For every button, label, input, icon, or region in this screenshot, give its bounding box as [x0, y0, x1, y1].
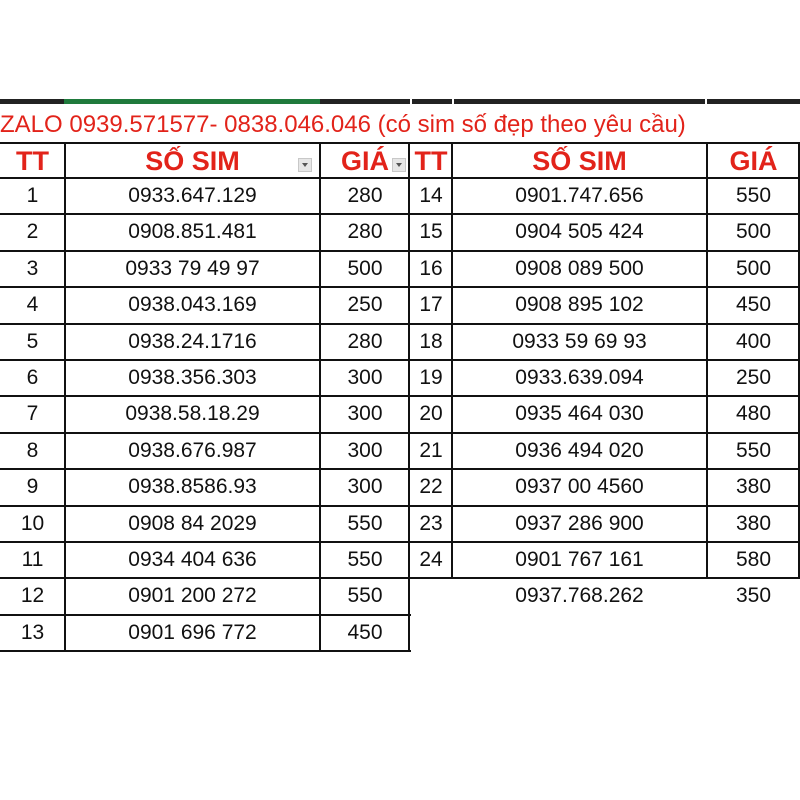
grid-line	[706, 142, 708, 578]
right-cell-sim[interactable]: 0933 59 69 93	[512, 329, 647, 353]
left-cell-sim[interactable]: 0938.356.303	[128, 366, 257, 389]
right-cell-tt[interactable]: 23	[419, 511, 443, 535]
right-header-sim: SỐ SIM	[532, 146, 627, 176]
sim-price-table	[0, 142, 800, 662]
left-header-sim: SỐ SIM	[145, 146, 240, 176]
left-cell-tt[interactable]: 11	[21, 548, 44, 571]
left-cell-tt[interactable]: 8	[26, 438, 39, 462]
left-cell-gia[interactable]: 280	[347, 220, 383, 244]
left-cell-sim[interactable]: 0938.8586.93	[128, 475, 257, 499]
right-cell-sim[interactable]: 0937 286 900	[515, 511, 644, 535]
grid-line	[0, 577, 800, 579]
grid-line	[0, 250, 800, 252]
left-cell-sim[interactable]: 0901 200 272	[128, 584, 257, 608]
grid-line	[0, 177, 800, 179]
left-cell-gia[interactable]: 300	[347, 475, 383, 499]
left-cell-gia[interactable]: 550	[347, 511, 383, 535]
right-cell-gia[interactable]: 450	[735, 293, 772, 317]
filter-dropdown-button[interactable]	[298, 158, 312, 172]
grid-line	[0, 395, 800, 397]
left-cell-gia[interactable]: 500	[347, 256, 383, 280]
left-cell-tt[interactable]: 12	[20, 584, 45, 608]
right-header-gia: GIÁ	[729, 146, 778, 176]
right-cell-gia[interactable]: 500	[735, 220, 772, 244]
left-cell-sim[interactable]: 0933.647.129	[128, 184, 257, 207]
right-cell-sim[interactable]: 0901.747.656	[515, 184, 644, 207]
left-header-tt: TT	[16, 146, 49, 176]
right-cell-gia[interactable]: 500	[735, 256, 772, 280]
right-cell-tt[interactable]: 14	[419, 184, 443, 207]
grid-line	[0, 468, 800, 470]
left-cell-gia[interactable]: 280	[347, 184, 383, 207]
left-cell-gia[interactable]: 450	[347, 620, 383, 644]
right-cell-tt[interactable]: 20	[419, 402, 443, 426]
right-cell-sim[interactable]: 0901 767 161	[515, 548, 644, 571]
left-cell-sim[interactable]: 0938.58.18.29	[125, 402, 260, 426]
left-cell-tt[interactable]: 10	[20, 511, 45, 535]
left-cell-gia[interactable]: 300	[347, 402, 383, 426]
left-cell-tt[interactable]: 6	[26, 366, 39, 389]
right-cell-gia[interactable]: 250	[735, 366, 772, 389]
grid-line	[0, 213, 800, 215]
left-cell-sim[interactable]: 0938.043.169	[128, 293, 257, 317]
left-cell-gia[interactable]: 300	[347, 366, 383, 389]
right-cell-sim[interactable]: 0936 494 020	[515, 438, 644, 462]
right-cell-tt[interactable]: 22	[419, 475, 443, 499]
toolbar-separator	[452, 99, 454, 104]
grid-line	[0, 541, 800, 543]
right-cell-tt[interactable]: 21	[419, 438, 443, 462]
left-cell-gia[interactable]: 550	[347, 584, 383, 608]
right-cell-gia[interactable]: 400	[735, 329, 772, 353]
right-cell-sim[interactable]: 0935 464 030	[515, 402, 644, 426]
right-cell-gia[interactable]: 580	[735, 548, 772, 571]
right-cell-gia[interactable]: 550	[735, 438, 772, 462]
right-cell-sim[interactable]: 0937 00 4560	[515, 475, 644, 499]
right-cell-gia[interactable]: 480	[735, 402, 772, 426]
grid-line	[408, 142, 410, 651]
left-cell-gia[interactable]: 550	[347, 548, 383, 571]
left-cell-gia[interactable]: 250	[347, 293, 383, 317]
grid-line	[0, 505, 800, 507]
left-cell-sim[interactable]: 0908 84 2029	[128, 511, 257, 535]
left-cell-tt[interactable]: 2	[26, 220, 39, 244]
left-cell-gia[interactable]: 300	[347, 438, 383, 462]
right-cell-tt[interactable]: 16	[419, 256, 443, 280]
right-cell-tt[interactable]: 15	[419, 220, 443, 244]
toolbar-separator	[410, 99, 412, 104]
grid-line	[319, 142, 321, 651]
right-cell-gia[interactable]: 380	[735, 475, 772, 499]
grid-line	[64, 142, 66, 651]
left-cell-sim[interactable]: 0938.676.987	[128, 438, 257, 462]
contact-banner: ZALO 0939.571577- 0838.046.046 (có sim số đẹp theo yêu cầu)	[0, 111, 686, 138]
left-cell-tt[interactable]: 9	[26, 475, 39, 499]
right-cell-gia[interactable]: 350	[735, 584, 772, 608]
left-cell-tt[interactable]: 4	[26, 293, 39, 317]
left-cell-tt[interactable]: 1	[26, 184, 39, 207]
right-cell-gia[interactable]: 380	[735, 511, 772, 535]
spreadsheet-top-toolbar	[0, 99, 800, 104]
left-cell-sim[interactable]: 0908.851.481	[128, 220, 257, 244]
left-cell-tt[interactable]: 13	[20, 620, 45, 644]
left-cell-sim[interactable]: 0901 696 772	[128, 620, 257, 644]
toolbar-separator	[705, 99, 707, 104]
grid-line	[0, 286, 800, 288]
filter-dropdown-button[interactable]	[392, 158, 406, 172]
right-header-tt: TT	[414, 146, 448, 176]
grid-line	[0, 323, 800, 325]
right-cell-sim[interactable]: 0933.639.094	[515, 366, 644, 389]
right-cell-tt[interactable]: 24	[419, 548, 443, 571]
right-cell-sim[interactable]: 0908 895 102	[515, 293, 644, 317]
left-cell-sim[interactable]: 0933 79 49 97	[125, 256, 260, 280]
left-cell-gia[interactable]: 280	[347, 329, 383, 353]
grid-line	[0, 650, 411, 652]
right-cell-tt[interactable]	[410, 578, 452, 614]
left-cell-sim[interactable]: 0938.24.1716	[128, 329, 257, 353]
left-header-gia: GIÁ	[340, 146, 389, 176]
grid-line	[0, 432, 800, 434]
right-cell-sim[interactable]: 0904 505 424	[515, 220, 644, 244]
right-cell-tt[interactable]: 18	[419, 329, 443, 353]
right-cell-gia[interactable]: 550	[735, 184, 772, 207]
grid-line	[0, 142, 800, 144]
left-cell-sim[interactable]: 0934 404 636	[128, 548, 257, 571]
grid-line	[0, 614, 411, 616]
active-tab-indicator	[64, 99, 320, 104]
right-cell-tt[interactable]: 17	[419, 293, 443, 317]
left-cell-tt[interactable]: 3	[26, 256, 39, 280]
grid-line	[0, 359, 800, 361]
left-cell-tt[interactable]: 5	[26, 329, 39, 353]
right-cell-tt[interactable]: 19	[419, 366, 443, 389]
grid-line	[451, 142, 453, 578]
right-cell-sim[interactable]: 0937.768.262	[515, 584, 644, 608]
left-cell-tt[interactable]: 7	[26, 402, 39, 426]
right-cell-sim[interactable]: 0908 089 500	[515, 256, 644, 280]
